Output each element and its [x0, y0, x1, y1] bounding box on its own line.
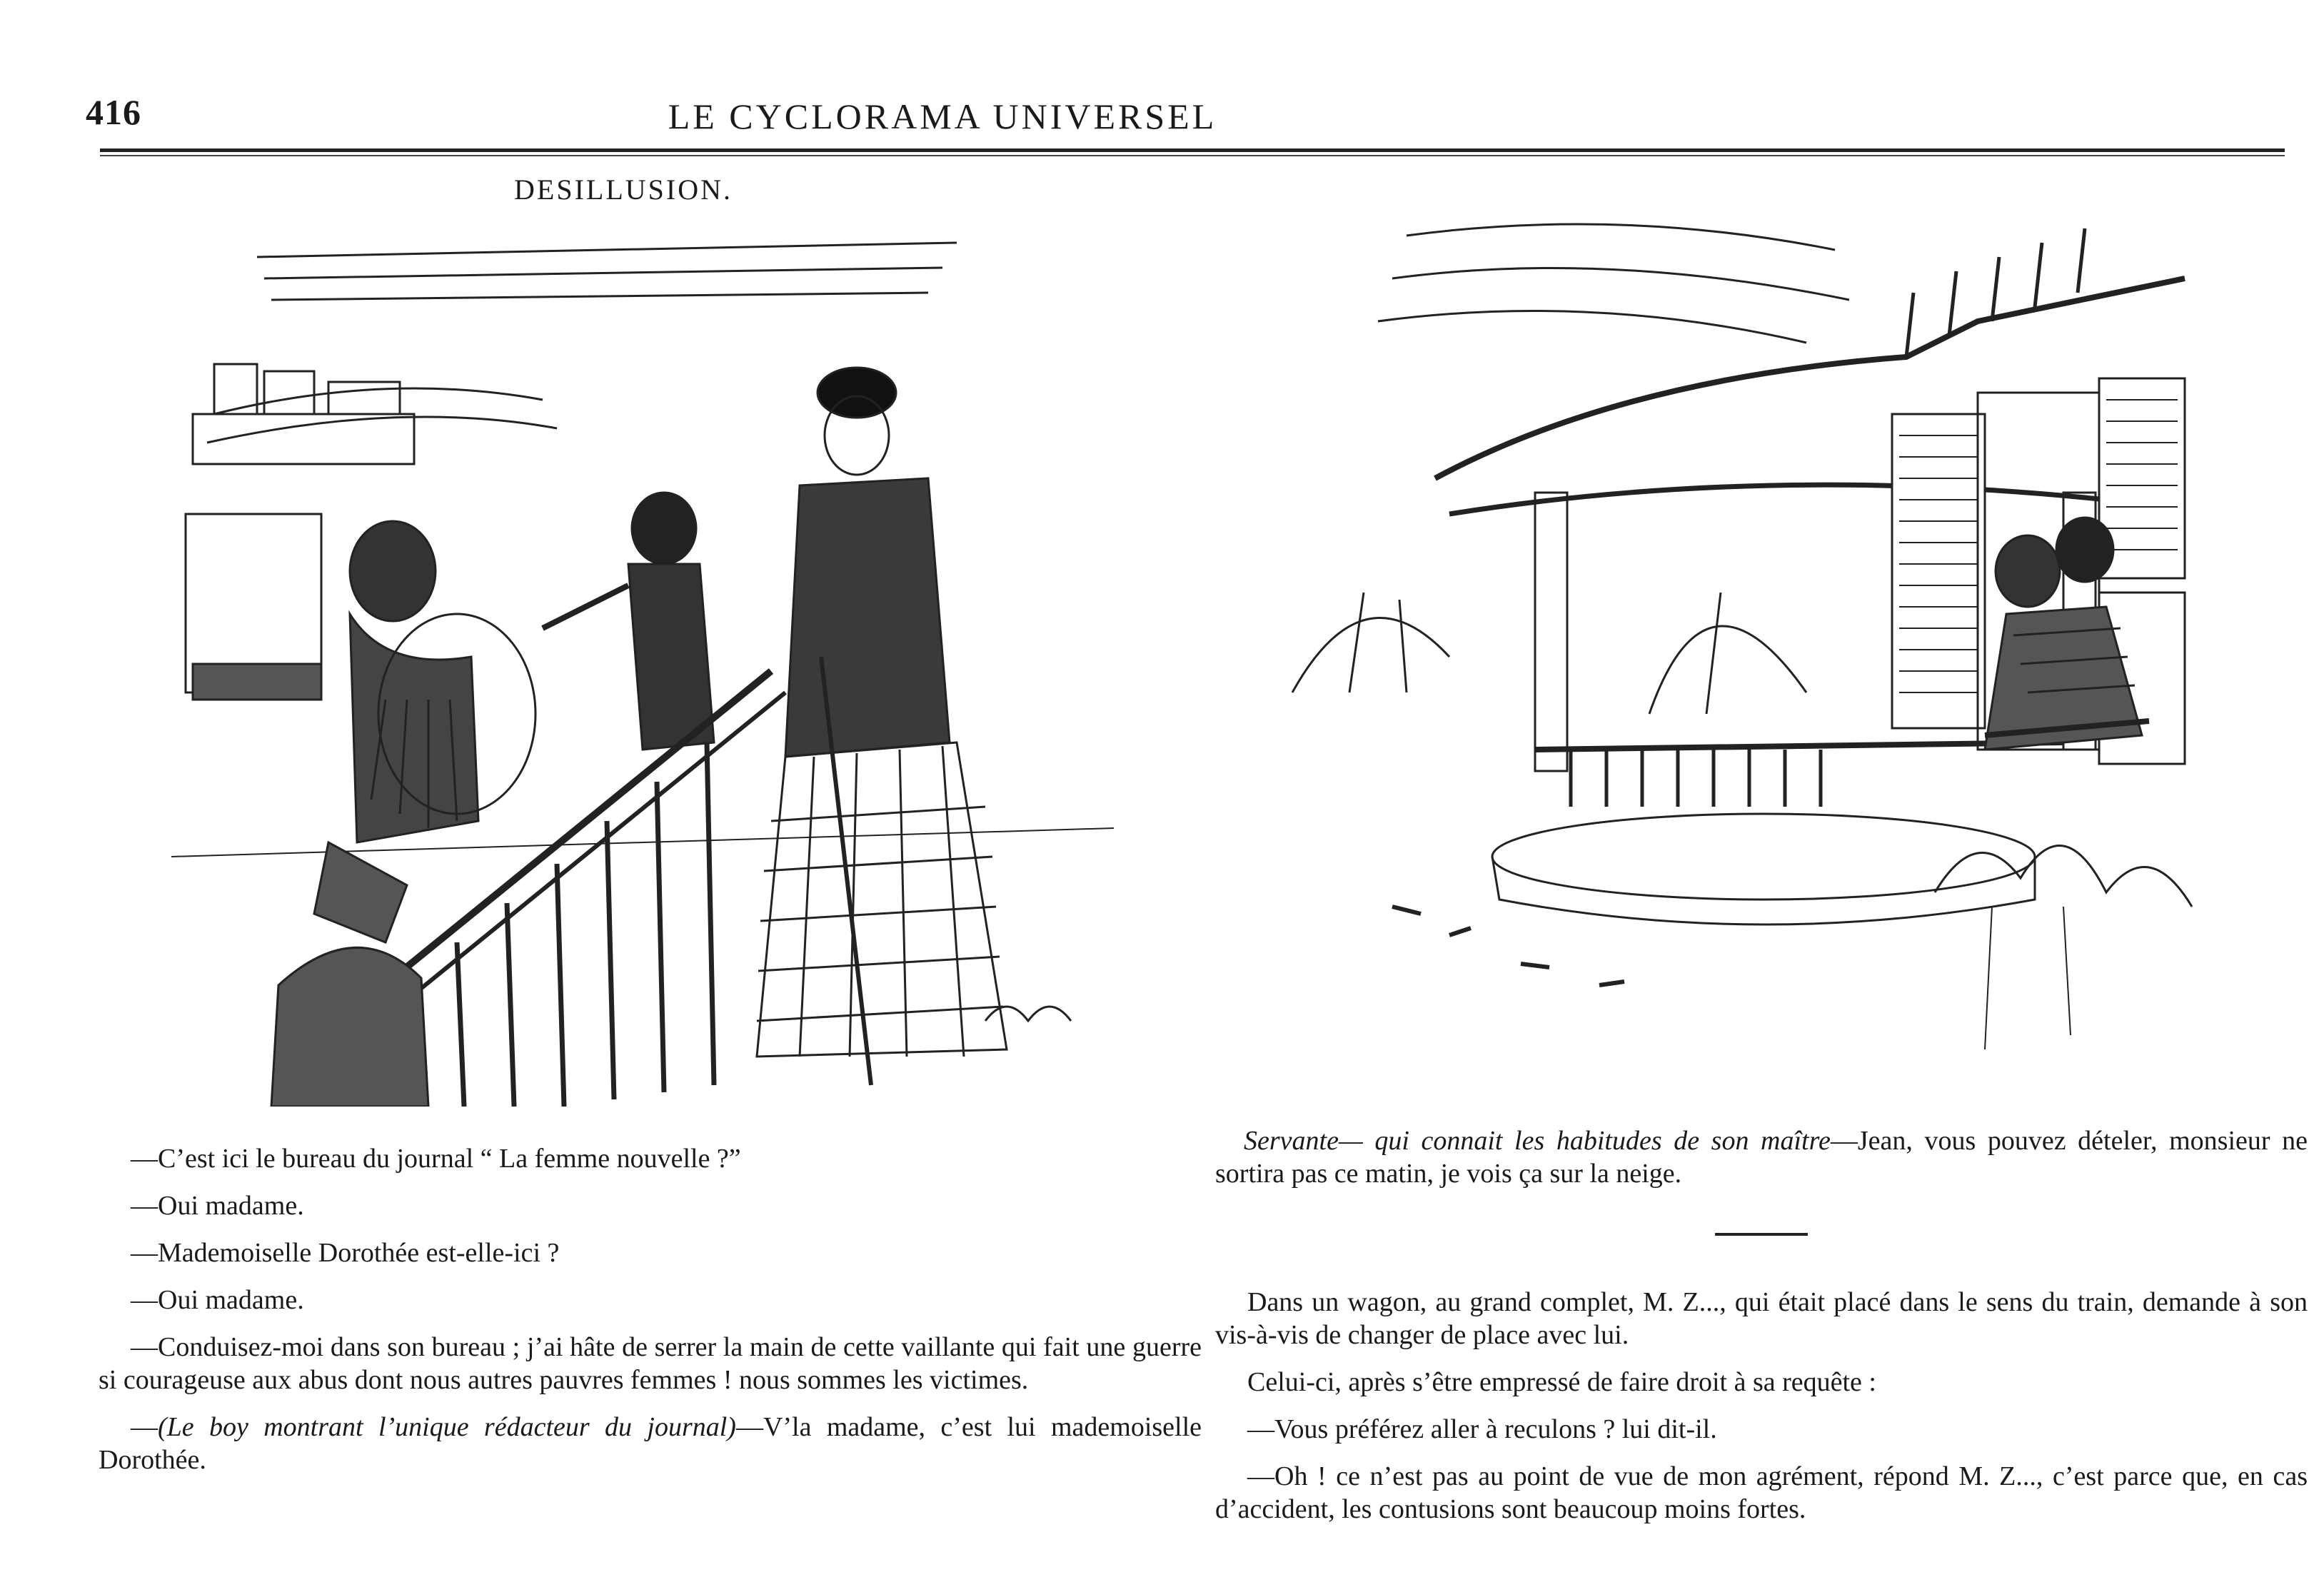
anecdote-line-4: —Oh ! ce n’est pas au point de vue de mon agrément, répond M. Z..., c’est parce que, en cas d’accident, les contusions sont beaucoup moins fortes. — [1215, 1461, 2308, 1524]
page-number: 416 — [86, 92, 141, 132]
anecdote-line-3: —Vous préférez aller à reculons ? lui dit-il. — [1247, 1414, 1717, 1444]
dialogue-line-6-text: —V’la madame, c’est lui mademoiselle Dorothée. — [99, 1412, 1202, 1475]
anecdote-line-1: Dans un wagon, au grand complet, M. Z..., qui était placé dans le sens du train, demande à son vis-à-vis de changer de place avec lui. — [1215, 1287, 2308, 1350]
office-scene-illustration — [171, 228, 1114, 1107]
right-text — [1215, 1124, 2308, 1540]
header-rule — [100, 148, 2285, 156]
stage-direction: (Le boy montrant l’unique rédacteur du journal) — [158, 1412, 736, 1442]
dialogue-line-1: —C’est ici le bureau du journal “ La femme nouvelle ?” — [131, 1144, 741, 1174]
porch-window-illustration — [1264, 193, 2213, 1049]
dialogue-line-6 — [99, 1411, 1202, 1476]
article-title: DESILLUSION. — [514, 173, 733, 206]
journal-title: LE CYCLORAMA UNIVERSEL — [668, 96, 1217, 136]
dialogue-line-3: —Mademoiselle Dorothée est-elle-ici ? — [131, 1238, 560, 1268]
anecdote-line-2: Celui-ci, après s’être empressé de faire droit à sa requête : — [1247, 1367, 1876, 1397]
illustration-caption — [1215, 1124, 2308, 1190]
dialogue-prefix: — — [131, 1412, 158, 1442]
dialogue-line-2: —Oui madame. — [131, 1191, 304, 1221]
caption-text: —Jean, vous pouvez dételer, monsieur ne sortira pas ce matin, je vois ça sur la neige. — [1215, 1126, 2308, 1189]
left-dialogue — [99, 1142, 1202, 1491]
dialogue-line-4: —Oui madame. — [131, 1285, 304, 1315]
dialogue-line-5: —Conduisez-moi dans son bureau ; j’ai hâte de serrer la main de cette vaillante qui fait une guerre si courageuse aux abus dont nous autres pauvres femmes ! nous sommes les victimes. — [99, 1332, 1202, 1395]
section-separator — [1715, 1233, 1808, 1236]
caption-speaker: Servante— qui connait les habitudes de son maître — [1244, 1126, 1831, 1156]
